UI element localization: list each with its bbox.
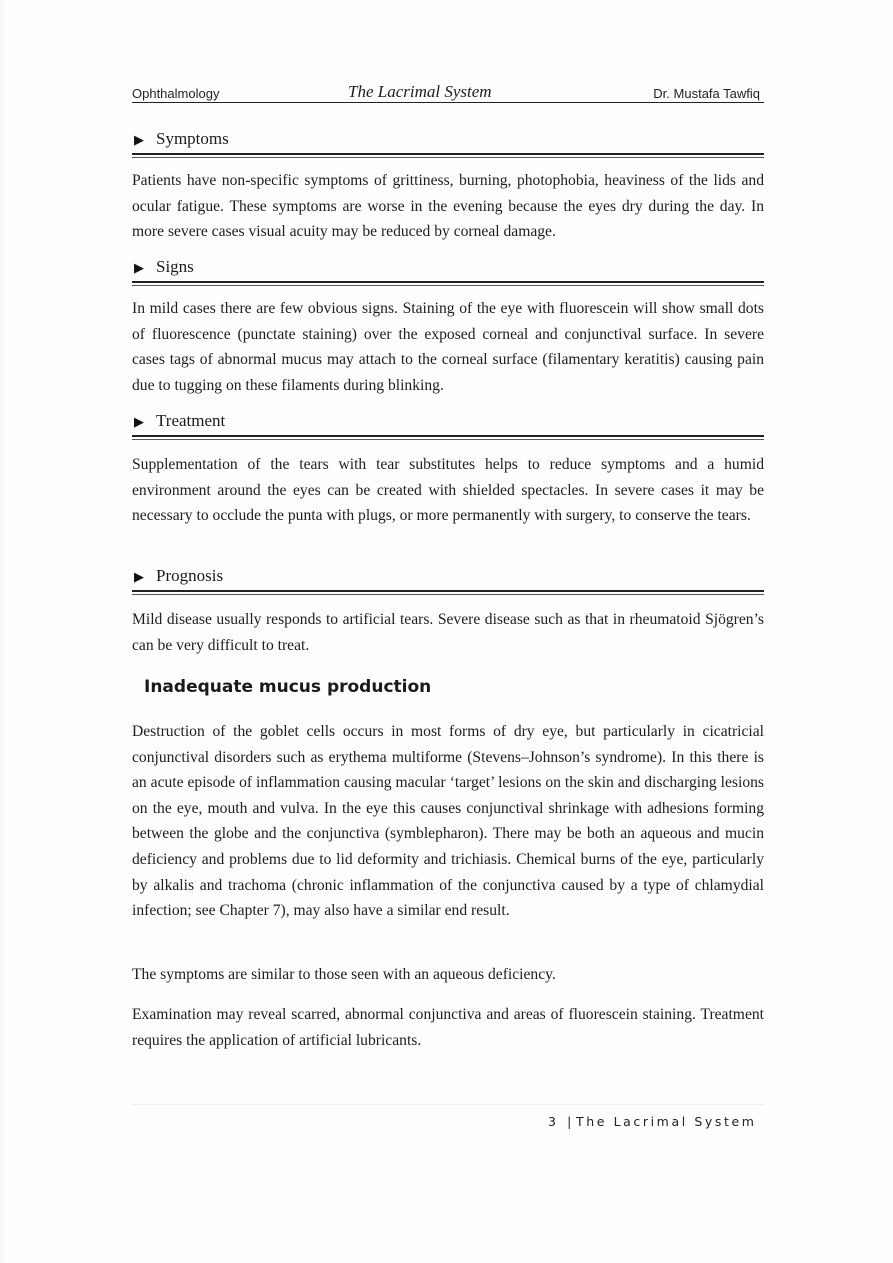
- treatment-paragraph: Supplementation of the tears with tear substitutes helps to reduce symptoms and a humid environment around the eyes can be created with shielded spectacles. In severe cases it may be necessary to occlude the punta with plugs, or more permanently with surgery, to conserve the tears.: [132, 456, 764, 525]
- header-chapter-title: The Lacrimal System: [348, 82, 492, 101]
- footer-rule: [132, 1104, 764, 1105]
- prognosis-paragraph: Mild disease usually responds to artificial tears. Severe disease such as that in rheumatoid Sjögren’s can be very difficult to treat.: [132, 611, 764, 654]
- triangle-bullet-icon: ▶: [134, 133, 144, 148]
- footer-title: The Lacrimal System: [575, 1114, 757, 1129]
- signs-paragraph: In mild cases there are few obvious signs. Staining of the eye with fluorescein will show small dots of fluorescence (punctate staining) over the exposed corneal and conjunctival surface. In severe cases tags of abnormal mucus may attach to the corneal surface (filamentary keratitis) causing pain due to tugging on these filaments during blinking.: [132, 300, 764, 394]
- section-title-mucus: Inadequate mucus production: [144, 677, 432, 697]
- signs-heading-label: Signs: [156, 257, 194, 276]
- signs-heading: [132, 257, 764, 283]
- mucus-paragraph-2: The symptoms are similar to those seen with an aqueous deficiency.: [132, 966, 556, 983]
- prognosis-heading: [132, 566, 764, 592]
- treatment-heading-label: Treatment: [156, 411, 226, 430]
- triangle-bullet-icon: ▶: [134, 261, 144, 276]
- running-header: [132, 82, 764, 103]
- page-footer: [548, 1114, 757, 1129]
- footer-separator: |: [567, 1114, 574, 1129]
- header-subject: Ophthalmology: [132, 86, 220, 101]
- page-number: 3: [548, 1114, 559, 1129]
- prognosis-heading-label: Prognosis: [156, 566, 224, 585]
- symptoms-heading: [132, 129, 764, 155]
- mucus-paragraph-1: Destruction of the goblet cells occurs in most forms of dry eye, but particularly in cicatricial conjunctival disorders such as erythema multiforme (Stevens–Johnson’s syndrome). In this there is an acute episode of inflammation causing macular ‘target’ lesions on the skin and discharging lesions on the eye, mouth and vulva. In the eye this causes conjunctival shrinkage with adhesions forming between the globe and the conjunctiva (symblepharon). There may be both an aqueous and mucin deficiency and problems due to lid deformity and trichiasis. Chemical burns of the eye, particularly by alkalis and trachoma (chronic inflammation of the conjunctiva caused by a type of chlamydial infection; see Chapter 7), may also have a similar end result.: [132, 723, 764, 920]
- symptoms-paragraph: Patients have non-specific symptoms of grittiness, burning, photophobia, heaviness of the lids and ocular fatigue. These symptoms are worse in the evening because the eyes dry during the day. In more severe cases visual acuity may be reduced by corneal damage.: [132, 172, 764, 241]
- triangle-bullet-icon: ▶: [134, 570, 144, 585]
- triangle-bullet-icon: ▶: [134, 415, 144, 430]
- scan-edge-shadow: [0, 0, 6, 1263]
- mucus-paragraph-3: Examination may reveal scarred, abnormal conjunctiva and areas of fluorescein staining. Treatment requires the application of artificial lubricants.: [132, 1006, 764, 1049]
- symptoms-heading-label: Symptoms: [156, 129, 229, 148]
- header-author: Dr. Mustafa Tawfiq: [653, 86, 760, 101]
- treatment-heading: [132, 411, 764, 437]
